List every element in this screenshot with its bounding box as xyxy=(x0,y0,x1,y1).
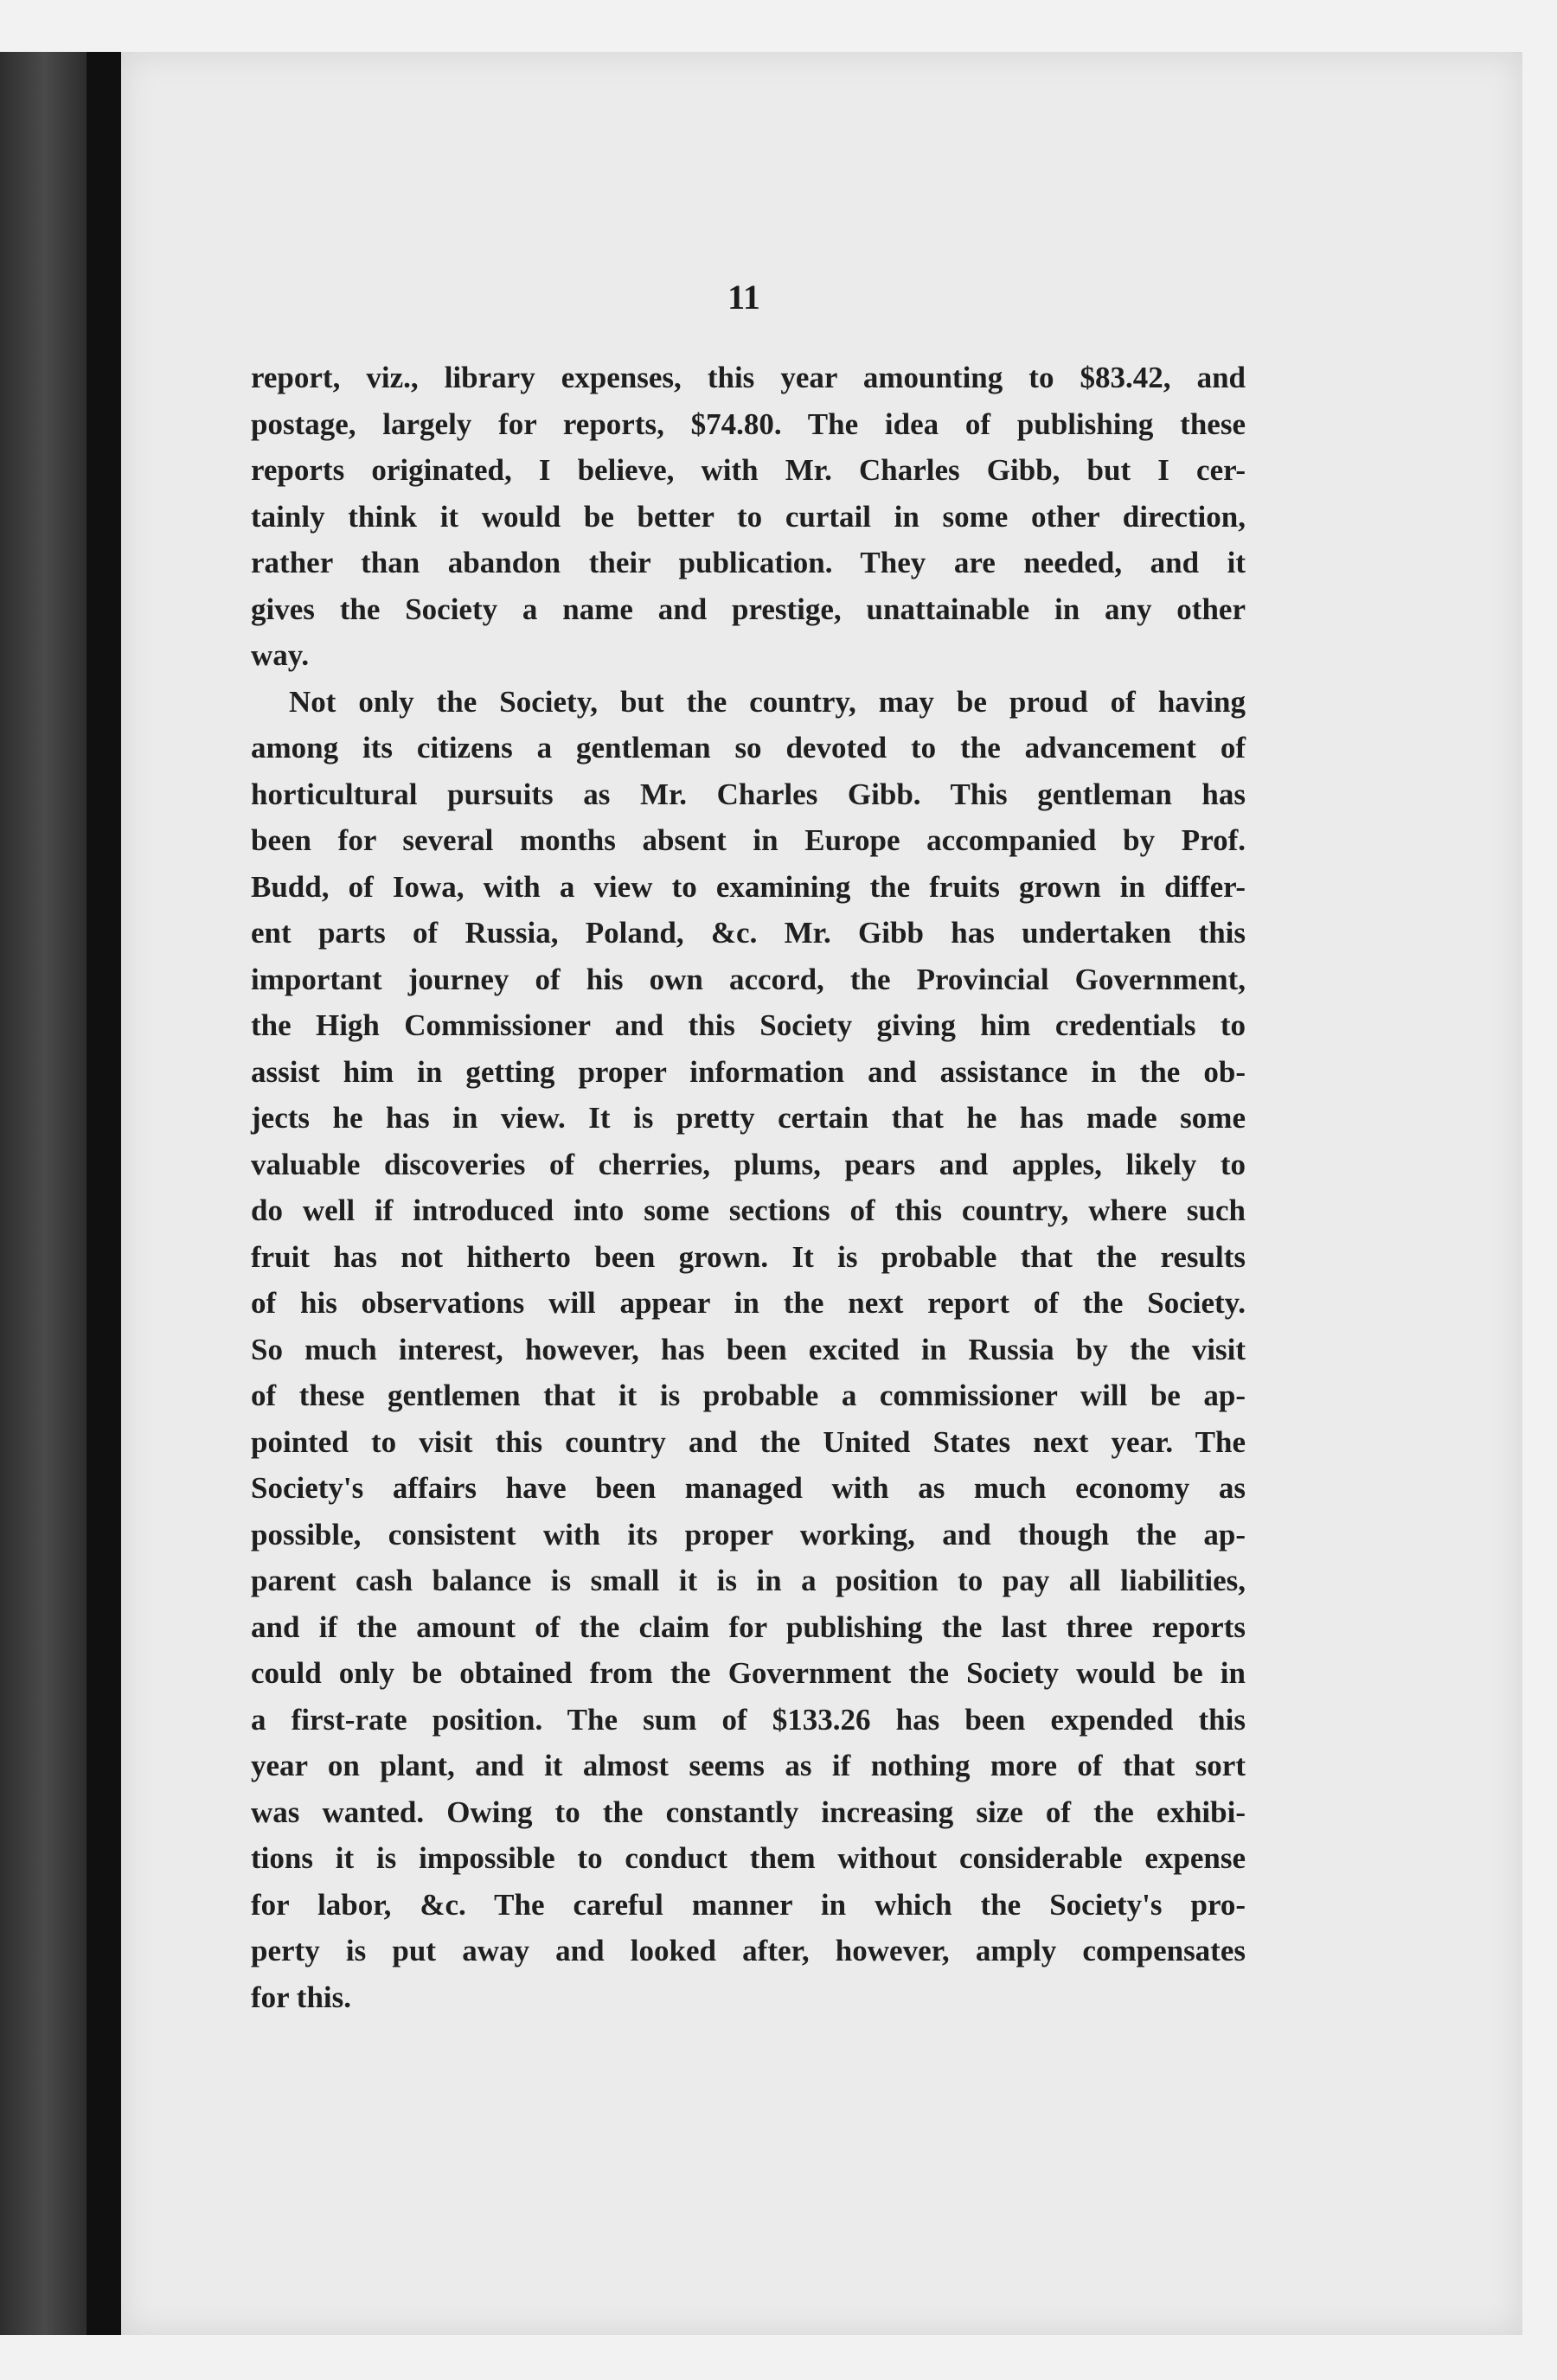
scan-right-margin xyxy=(1522,0,1557,2380)
text-line: tainly think it would be better to curtail in some other direction, xyxy=(251,499,1246,534)
text-line: could only be obtained from the Government the Society would be in xyxy=(251,1656,1246,1690)
text-line: reports originated, I believe, with Mr. Charles Gibb, but I cer- xyxy=(251,453,1246,487)
text-line: parent cash balance is small it is in a position to pay all liabilities, xyxy=(251,1564,1246,1597)
text-line: of his observations will appear in the next report of the Society. xyxy=(251,1286,1246,1320)
scan-top-margin xyxy=(0,0,1557,52)
text-line: way. xyxy=(251,638,310,672)
page-body-text xyxy=(251,355,1246,2020)
text-line: gives the Society a name and prestige, unattainable in any other xyxy=(251,592,1246,626)
text-line: perty is put away and looked after, however, amply compensates xyxy=(251,1934,1246,1967)
text-line: was wanted. Owing to the constantly increasing size of the exhibi- xyxy=(251,1795,1246,1829)
text-line: Society's affairs have been managed with as much economy as xyxy=(251,1471,1246,1505)
text-line: year on plant, and it almost seems as if nothing more of that sort xyxy=(251,1749,1246,1782)
text-line: do well if introduced into some sections of this country, where such xyxy=(251,1193,1246,1227)
text-line: for this. xyxy=(251,1980,352,2014)
text-line: tions it is impossible to conduct them without considerable expense xyxy=(251,1841,1246,1875)
text-line: So much interest, however, has been excited in Russia by the visit xyxy=(251,1332,1246,1366)
text-line: a first-rate position. The sum of $133.26 has been expended this xyxy=(251,1702,1246,1737)
paragraph-2 xyxy=(251,679,1246,2021)
text-line: horticultural pursuits as Mr. Charles Gibb. This gentleman has xyxy=(251,777,1246,811)
text-line: rather than abandon their publication. They are needed, and it xyxy=(251,546,1246,579)
text-line: assist him in getting proper information and assistance in the ob- xyxy=(251,1054,1246,1089)
text-line: ent parts of Russia, Poland, &c. Mr. Gibb has undertaken this xyxy=(251,916,1246,950)
text-line: for labor, &c. The careful manner in which the Society's pro- xyxy=(251,1887,1246,1922)
text-line: the High Commissioner and this Society giving him credentials to xyxy=(251,1008,1246,1042)
text-line: valuable discoveries of cherries, plums, pears and apples, likely to xyxy=(251,1147,1246,1181)
paragraph-1 xyxy=(251,355,1246,679)
text-line: important journey of his own accord, the Provincial Government, xyxy=(251,962,1246,996)
text-line: report, viz., library expenses, this year amounting to $83.42, and xyxy=(251,361,1246,394)
text-line: jects he has in view. It is pretty certain that he has made some xyxy=(251,1101,1246,1135)
page-number: 11 xyxy=(727,278,760,317)
text-line: possible, consistent with its proper working, and though the ap- xyxy=(251,1517,1246,1551)
text-line: Budd, of Iowa, with a view to examining the fruits grown in differ- xyxy=(251,869,1246,904)
scan-bottom-margin xyxy=(0,2335,1557,2380)
page-gutter-edge xyxy=(86,0,121,2380)
text-line: fruit has not hitherto been grown. It is probable that the results xyxy=(251,1239,1246,1274)
text-line: Not only the Society, but the country, may be proud of having xyxy=(289,684,1246,719)
text-line: of these gentlemen that it is probable a commissioner will be ap- xyxy=(251,1379,1246,1412)
text-line: pointed to visit this country and the United States next year. The xyxy=(251,1424,1246,1459)
text-line: been for several months absent in Europe accompanied by Prof. xyxy=(251,823,1246,857)
text-line: and if the amount of the claim for publishing the last three reports xyxy=(251,1609,1246,1644)
text-line: postage, largely for reports, $74.80. The idea of publishing these xyxy=(251,406,1246,441)
text-line: among its citizens a gentleman so devoted to the advancement of xyxy=(251,731,1246,765)
